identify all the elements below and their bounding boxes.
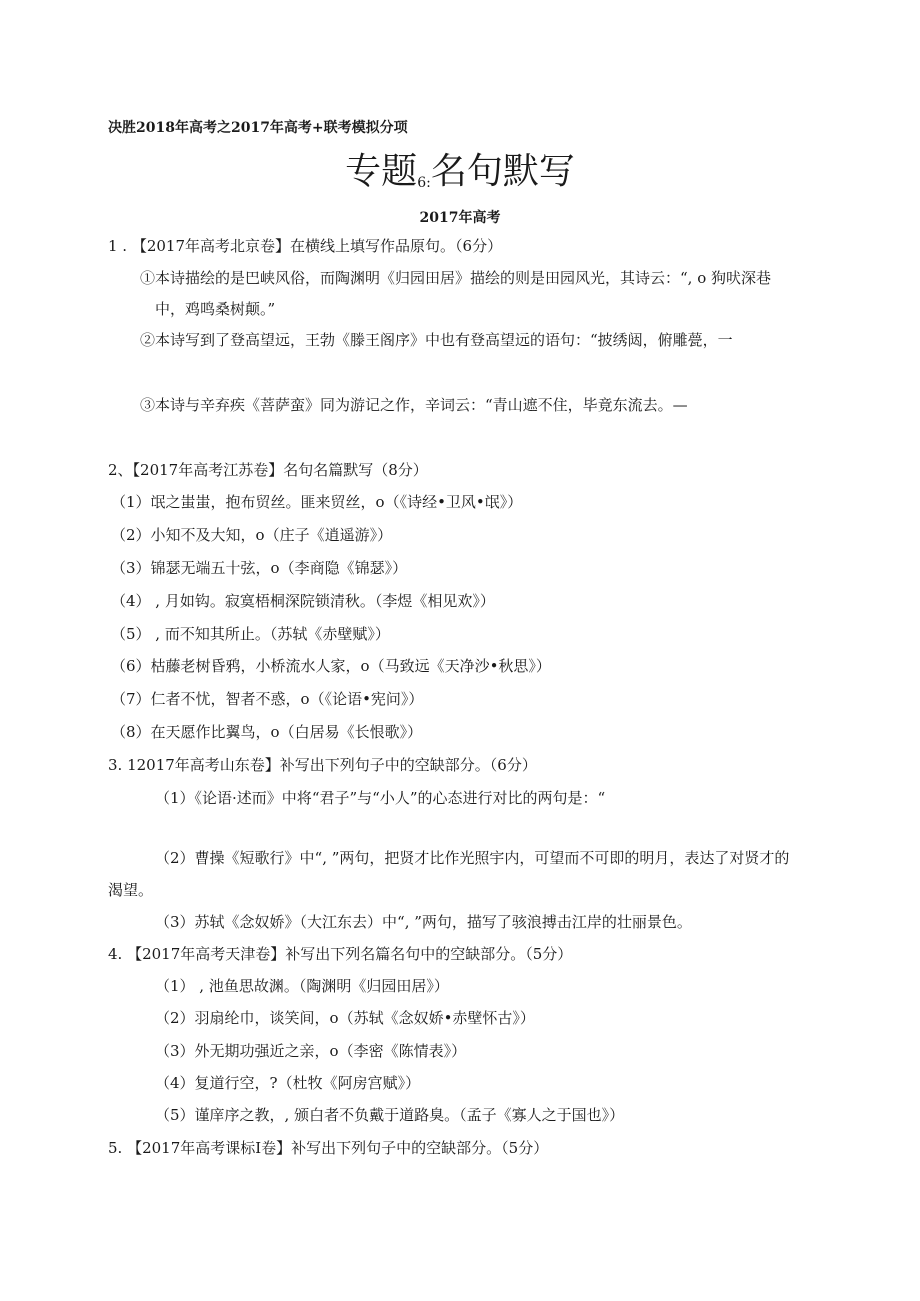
question-2-item-2: （2）小知不及大知，o（庄子《逍遥游》） [111,526,393,544]
question-1-heading: 1 . 【2017年高考北京卷】在横线上填写作品原句。（6分） [108,237,503,255]
title-main-a: 专题 [345,151,418,192]
question-2-item-3: （3）锦瑟无端五十弦，o（李商隐《锦瑟》） [111,559,408,577]
question-3-item-2-cont: 渴望。 [108,881,154,899]
question-1-item-1: ①本诗描绘的是巴峡风俗，而陶渊明《归园田居》描绘的则是田园风光，其诗云：“, o 狗吠深巷 [140,269,772,287]
question-3-item-1: （1）《论语·述而》中将“君子”与“小人”的心态进行对比的两句是：“ [155,789,606,807]
question-3-item-2: （2）曹操《短歌行》中“, ”两句，把贤才比作光照宇内，可望而不可即的明月，表达了对贤才的 [155,849,790,867]
question-1-item-1-cont: 中，鸡鸣桑树颠。” [155,300,276,318]
title-main-b: 名句默写 [430,151,575,192]
question-5-heading: 5. 【2017年高考课标Ⅰ卷】补写出下列句子中的空缺部分。（5分） [108,1139,549,1157]
question-2-item-5: （5） , 而不知其所止。（苏轼《赤壁赋》） [111,625,390,643]
question-2-item-8: （8）在天愿作比翼鸟，o（白居易《长恨歌》） [111,723,423,741]
question-4-item-2: （2）羽扇纶巾，谈笑间，o（苏轼《念奴娇•赤壁怀古》） [155,1009,535,1027]
question-3-item-3: （3）苏轼《念奴娇》（大江东去）中“, ”两句，描写了骇浪搏击江岸的壮丽景色。 [155,913,692,931]
question-4-heading: 4. 【2017年高考天津卷】补写出下列名篇名句中的空缺部分。（5分） [108,945,573,963]
question-4-item-1: （1） , 池鱼思故渊。（陶渊明《归园田居》） [155,977,449,995]
document-title [0,150,920,205]
question-4-item-5: （5）谨庠序之教，, 颁白者不负戴于道路臭。（孟子《寡人之于国也》） [155,1106,625,1124]
question-1-item-2: ②本诗写到了登高望远，王勃《滕王阁序》中也有登高望远的语句：“披绣闼，俯雕甍，一 [140,331,733,349]
title-subscript: 6: [417,175,431,191]
question-2-item-1: （1）氓之蚩蚩，抱布贸丝。匪来贸丝，o（《诗经•卫风•氓》） [111,493,523,511]
question-4-item-4: （4）复道行空，?（杜牧《阿房宫赋》） [155,1074,421,1092]
document-header: 决胜2018年高考之2017年高考+联考模拟分项 [108,120,408,136]
question-2-heading: 2、【2017年高考江苏卷】名句名篇默写（8分） [108,461,428,479]
question-3-heading: 3. 12017年高考山东卷】补写出下列句子中的空缺部分。（6分） [108,756,537,774]
question-1-item-3: ③本诗与辛弃疾《菩萨蛮》同为游记之作，辛词云：“青山遮不住，毕竟东流去。— [140,396,688,414]
question-2-item-4: （4） , 月如钩。寂寞梧桐深院锁清秋。（李煜《相见欢》） [111,592,495,610]
section-year-heading: 2017年高考 [419,210,501,226]
question-2-item-6: （6）枯藤老树昏鸦，小桥流水人家，o（马致远《天净沙•秋思》） [111,657,551,675]
question-2-item-7: （7）仁者不忧，智者不惑，o（《论语•宪问》） [111,690,424,708]
question-4-item-3: （3）外无期功强近之亲，o（李密《陈情表》） [155,1042,467,1060]
